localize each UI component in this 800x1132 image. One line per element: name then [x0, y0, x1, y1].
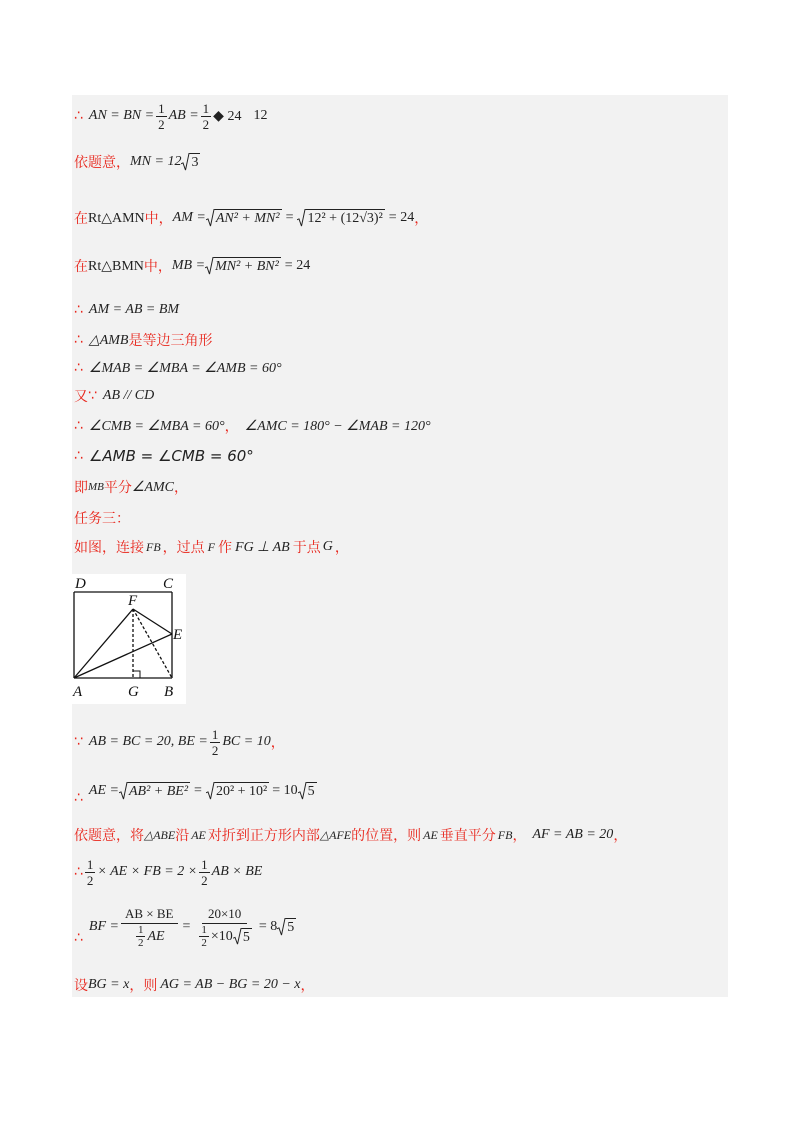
- segment-ae: [74, 634, 172, 678]
- label-c: C: [163, 576, 174, 592]
- line-am-calc: [74, 202, 428, 234]
- therefore-symbol: ∴: [74, 864, 83, 880]
- result-8: = 8: [258, 919, 278, 934]
- line-parallel: [74, 386, 154, 406]
- triangle-amb: △AMB: [88, 332, 129, 348]
- square-diagram: [72, 574, 186, 704]
- equals-sign: =: [194, 783, 202, 798]
- therefore-symbol: ∴: [74, 418, 83, 434]
- triangle-afe: △AFE: [319, 827, 352, 842]
- expr-ab-parallel-cd: AB // CD: [102, 388, 155, 403]
- expr-fg-perp-ab: FG ⊥ AB: [235, 539, 290, 555]
- label-e: E: [173, 627, 183, 643]
- therefore-symbol: ∴: [74, 108, 83, 124]
- expr-ae: AE =: [88, 783, 119, 798]
- line-construction: [74, 535, 349, 559]
- comma: ，: [414, 211, 429, 227]
- expr-bg-x: BG = x: [88, 977, 130, 992]
- label-bisects: 平分: [103, 480, 132, 496]
- expr-mb: MB =: [171, 258, 206, 273]
- therefore-symbol: ∴: [74, 360, 83, 376]
- comma: ，: [300, 978, 315, 994]
- line-let-bg: [74, 974, 315, 996]
- expr-24: ◆ 24: [213, 108, 242, 124]
- comma: ，: [174, 480, 188, 496]
- sqrt-5: 5: [298, 782, 317, 800]
- fraction-half-2: $\frac{1}{2}$: [202, 100, 210, 132]
- label-position: 的位置，则: [351, 828, 422, 844]
- segment-fb: FB: [146, 539, 161, 554]
- label-zhong: 中，: [144, 211, 173, 227]
- expr-angles: ∠MAB = ∠MBA = ∠AMB = 60°: [88, 360, 282, 376]
- therefore-symbol: ∴: [74, 790, 83, 806]
- expr-ag: AG = AB − BG = 20 − x: [160, 977, 301, 992]
- sqrt-20-10: 20² + 10²: [206, 782, 269, 800]
- triangle-bmn: Rt△BMN: [88, 258, 144, 274]
- line-bf-calc: [74, 903, 296, 951]
- angle-amc: ∠AMC: [131, 479, 174, 495]
- result-24: = 24: [284, 258, 311, 273]
- sqrt-3: 3: [181, 153, 200, 171]
- result-10: = 10: [272, 783, 298, 798]
- segment-fb: FB: [497, 827, 513, 842]
- label-d: D: [75, 576, 86, 592]
- expr-12: 12: [253, 108, 268, 123]
- triangle-amn: Rt△AMN: [88, 210, 145, 226]
- label-b: B: [164, 684, 174, 700]
- line-mb-calc: [74, 252, 310, 280]
- fraction-half: $\frac{1}{2}$: [211, 726, 219, 758]
- label-in: 在: [74, 259, 88, 275]
- task-three-heading: 任务三：: [74, 511, 130, 527]
- fraction-half: $\frac{1}{2}$: [86, 856, 94, 888]
- expr-mn: MN = 12: [130, 154, 182, 169]
- therefore-symbol: ∴: [74, 448, 83, 464]
- line-ab-bc-be: [74, 726, 285, 758]
- triangle-abe: △ABE: [144, 827, 176, 842]
- expr-an-bn: AN = BN =: [88, 108, 155, 123]
- comma: ，: [224, 419, 239, 435]
- expr-amb-cmb: ∠AMB = ∠CMB = 60°: [88, 447, 254, 465]
- label-a: A: [73, 684, 83, 700]
- line-amb-cmb: [74, 445, 254, 467]
- line-cmb-amc: [74, 416, 431, 436]
- label-in: 在: [74, 211, 88, 227]
- label-equilateral: 是等边三角形: [128, 333, 213, 349]
- equals-sign: =: [285, 210, 294, 225]
- label-fold-inside: 对折到正方形内部: [207, 828, 320, 844]
- expr-amc: ∠AMC = 180° − ∠MAB = 120°: [244, 418, 431, 434]
- expr-bc-10: BC = 10: [222, 734, 271, 749]
- line-an-bn: [74, 100, 267, 132]
- expr-cmb: ∠CMB = ∠MBA = 60°: [88, 418, 225, 434]
- geometry-figure: [72, 574, 186, 704]
- segment-mb: MB: [88, 481, 104, 493]
- line-ae-calc: [74, 775, 317, 807]
- line-am-ab-bm: [74, 300, 179, 320]
- comma: ，: [270, 735, 285, 751]
- expr-ab-bc: AB = BC = 20, BE =: [88, 734, 208, 749]
- fraction-half-2: $\frac{1}{2}$: [201, 856, 208, 888]
- point-g: G: [322, 539, 333, 554]
- because-symbol: ∵: [74, 734, 83, 750]
- comma: ，: [512, 828, 527, 844]
- therefore-symbol: ∴: [74, 332, 83, 348]
- label-along: 沿: [175, 828, 190, 844]
- segment-fb: [133, 609, 172, 678]
- expr-equal-sides: AM = AB = BM: [88, 302, 180, 317]
- expr-af-ab: AF = AB = 20: [532, 827, 614, 842]
- label-zhong: 中，: [143, 259, 172, 275]
- sqrt-5: 5: [277, 918, 296, 936]
- sqrt-12-expr: 12² + (12√3)²: [297, 209, 384, 227]
- expr-ab-be: AB × BE: [211, 864, 263, 879]
- expr-ab: AB =: [168, 108, 199, 123]
- expr-bf: BF =: [88, 919, 119, 934]
- line-bisect: [74, 476, 188, 498]
- label-through-point: ，过点: [162, 540, 205, 556]
- fraction-bf-1: AB × BE $\frac{1}{2}$ AE: [121, 906, 178, 949]
- label-then: ，则: [129, 978, 158, 994]
- result-24: = 24: [388, 210, 415, 225]
- point-f: F: [207, 539, 216, 554]
- label-perp-bisect: 垂直平分: [439, 828, 496, 844]
- label-let: 设: [74, 978, 88, 994]
- line-area-eq: [74, 856, 262, 888]
- therefore-symbol: ∴: [74, 930, 83, 946]
- label-g: G: [128, 684, 139, 700]
- fraction-bf-2: 20×10 $\frac{1}{2}$ ×10 5: [201, 905, 250, 949]
- equals-sign: =: [182, 919, 191, 934]
- comma: ，: [334, 540, 349, 556]
- segment-af: [74, 609, 133, 678]
- label-also: 又: [74, 389, 88, 405]
- expr-ae-fb: × AE × FB = 2 ×: [97, 864, 198, 879]
- sqrt-ab-be: AB² + BE²: [119, 782, 190, 800]
- fraction-half: $\frac{1}{2}$: [158, 100, 165, 132]
- label-as-shown: 如图，连接: [74, 540, 144, 556]
- comma: ，: [613, 828, 628, 844]
- label-fold-intro: 依题意，将: [74, 828, 144, 844]
- label-f: F: [128, 593, 138, 609]
- line-equilateral: [74, 330, 212, 350]
- right-angle-mark: [133, 671, 140, 678]
- sqrt-mn-bn: MN² + BN²: [205, 257, 281, 275]
- sqrt-an-mn: AN² + MN²: [206, 209, 282, 227]
- therefore-symbol: ∴: [74, 302, 83, 318]
- segment-ae: AE: [191, 827, 206, 842]
- line-task3: [74, 507, 130, 529]
- line-angles-60: [74, 358, 282, 378]
- label-at-point: 于点: [292, 540, 321, 556]
- expr-am: AM =: [172, 210, 206, 225]
- label-draw: 作: [218, 540, 233, 556]
- segment-fe: [133, 609, 172, 634]
- line-mn: [74, 150, 200, 174]
- label-according: 依题意，: [74, 155, 130, 171]
- line-fold: [74, 824, 627, 846]
- because-symbol: ∵: [88, 388, 97, 404]
- segment-ae-2: AE: [423, 827, 438, 842]
- label-namely: 即: [74, 480, 88, 496]
